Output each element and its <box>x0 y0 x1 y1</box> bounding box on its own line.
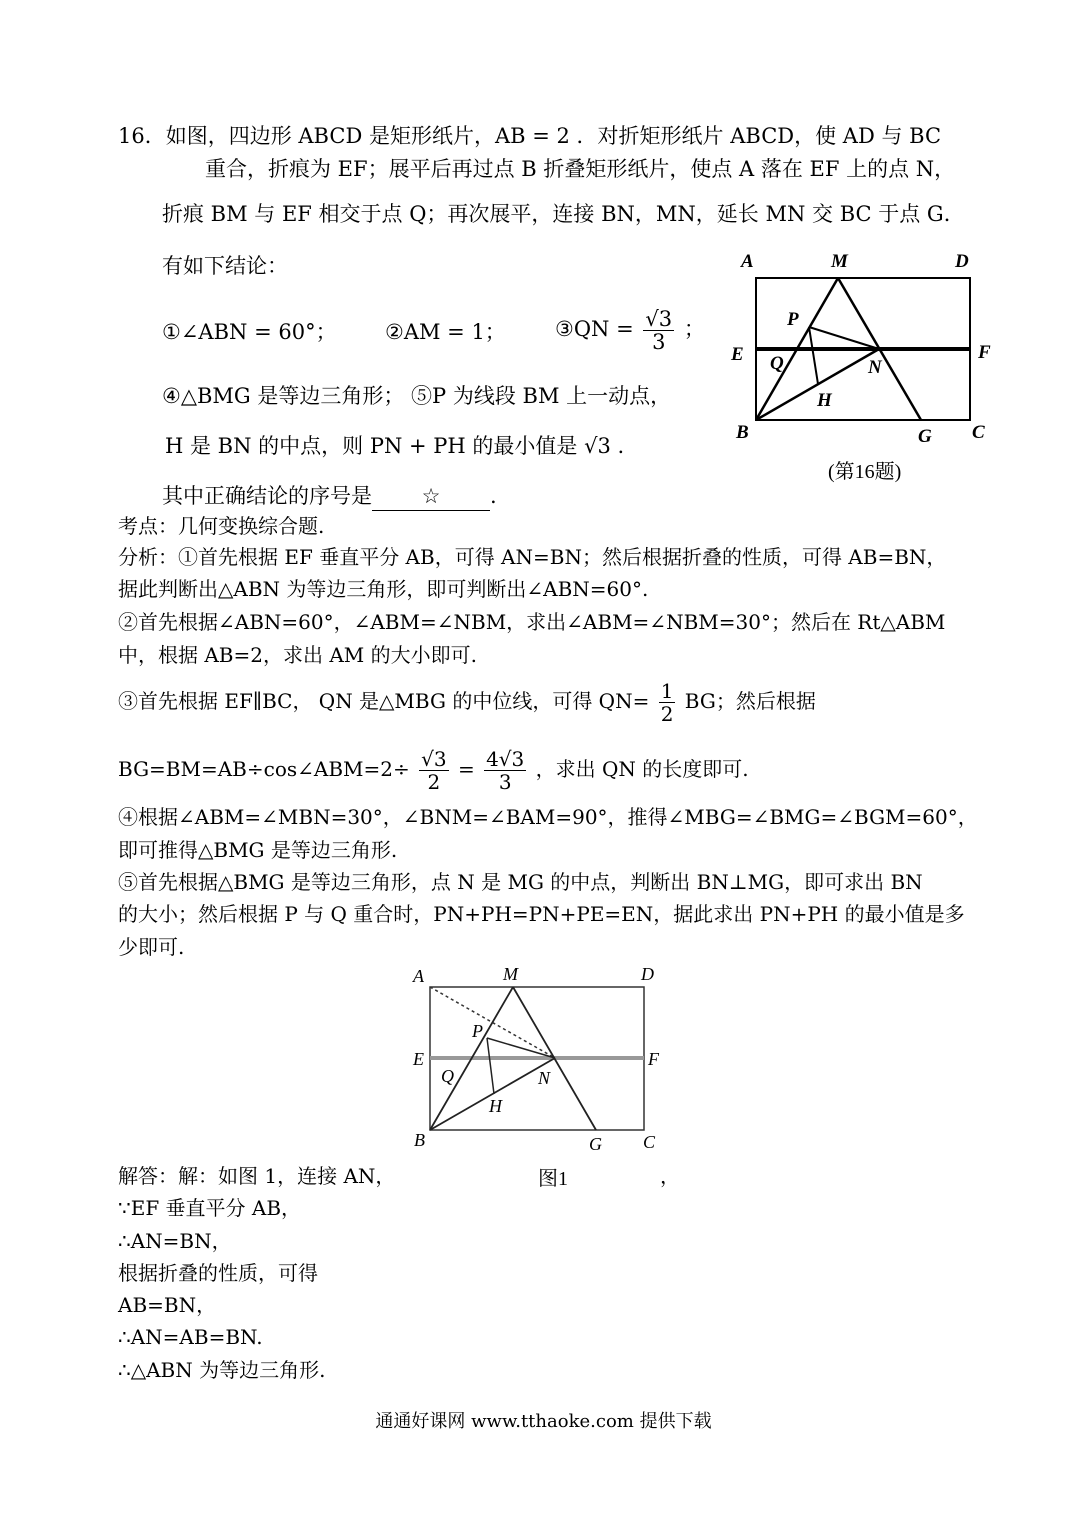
label-d: D <box>641 964 654 984</box>
label-a: A <box>413 966 424 986</box>
label-m: M <box>503 964 518 984</box>
solution-line-7: ∴△ABN 为等边三角形. <box>118 1358 326 1382</box>
fraction-numerator: √3 <box>645 307 673 331</box>
analysis-line-3: ②首先根据∠ABN=60°，∠ABM=∠NBM，求出∠ABM=∠NBM=30°；然后在 Rt△ABM <box>118 610 946 634</box>
conclusion-3 <box>555 308 705 353</box>
answer-line <box>162 482 497 511</box>
analysis-line-5 <box>118 680 816 725</box>
label-g: G <box>918 426 932 445</box>
figure-1-caption: 图1 <box>538 1168 568 1190</box>
conclusion-5: H 是 BN 的中点，则 PN + PH 的最小值是 √3 . <box>165 434 625 458</box>
conclusion-2: ②AM = 1； <box>385 320 506 344</box>
kaodian: 考点：几何变换综合题. <box>118 514 325 538</box>
fraction-numerator: √3 <box>421 747 447 771</box>
label-h: H <box>817 390 832 411</box>
label-c: C <box>643 1132 656 1152</box>
analysis-6-fraction-1 <box>419 748 448 793</box>
analysis-line-6 <box>118 748 749 793</box>
conclusion-4: ④△BMG 是等边三角形； ⑤P 为线段 BM 上一动点， <box>162 384 672 408</box>
analysis-5-suffix: BG；然后根据 <box>684 689 816 713</box>
solution-line-3: ∴AN=BN， <box>118 1229 232 1253</box>
analysis-6-prefix: BG=BM=AB÷cos∠ABM=2÷ <box>118 757 410 781</box>
fraction-numerator: 1 <box>660 679 674 703</box>
label-g: G <box>589 1134 602 1154</box>
label-m: M <box>831 251 848 272</box>
analysis-5-fraction <box>659 680 676 725</box>
label-q: Q <box>441 1066 454 1086</box>
analysis-line-2: 据此判断出△ABN 为等边三角形，即可判断出∠ABN=60°. <box>118 577 649 601</box>
analysis-6-fraction-2 <box>484 748 526 793</box>
problem-line-3: 折痕 BM 与 EF 相交于点 Q；再次展平，连接 BN，MN，延长 MN 交 BC 于点 G． <box>162 202 965 226</box>
analysis-line-10: 的大小；然后根据 P 与 Q 重合时，PN+PH=PN+PE=EN，据此求出 PN+PH 的最小值是多 <box>118 902 965 926</box>
analysis-6-suffix: ，求出 QN 的长度即可. <box>535 757 749 781</box>
figure-16 <box>725 245 1000 445</box>
problem-line-2: 重合，折痕为 EF；展平后再过点 B 折叠矩形纸片，使点 A 落在 EF 上的点 N， <box>205 157 956 181</box>
solution-line-4: 根据折叠的性质，可得 <box>118 1261 318 1285</box>
fraction-denominator: 3 <box>498 770 512 794</box>
label-e: E <box>413 1049 424 1069</box>
label-h: H <box>489 1096 502 1116</box>
analysis-5-prefix: ③首先根据 EF∥BC， QN 是△MBG 的中位线，可得 QN= <box>118 689 650 713</box>
solution-line-2: ∵EF 垂直平分 AB， <box>118 1196 302 1220</box>
analysis-line-1: 分析：①首先根据 EF 垂直平分 AB，可得 AN=BN；然后根据折叠的性质，可得 AB=BN， <box>118 545 947 569</box>
solution-line-6: ∴AN=AB=BN. <box>118 1325 263 1349</box>
fraction-denominator: 2 <box>660 702 674 726</box>
solution-line-1: 解答：解：如图 1，连接 AN， <box>118 1164 396 1188</box>
page-footer: 通通好课网 www.tthaoke.com 提供下载 <box>375 1411 712 1432</box>
analysis-line-8: 即可推得△BMG 是等边三角形. <box>118 838 398 862</box>
label-f: F <box>648 1049 659 1069</box>
problem-line-1: 16．如图，四边形 ABCD 是矩形纸片，AB = 2 ．对折矩形纸片 ABCD，使 AD 与 BC <box>118 124 942 148</box>
label-p: P <box>787 309 799 330</box>
analysis-6-equals: = <box>457 757 475 781</box>
answer-blank: ☆ <box>372 482 490 511</box>
conclusion-3-suffix: ； <box>683 317 705 341</box>
analysis-line-4: 中，根据 AB=2，求出 AM 的大小即可. <box>118 643 477 667</box>
label-f: F <box>978 342 991 363</box>
label-a: A <box>741 251 754 272</box>
conclusion-3-fraction <box>643 308 674 353</box>
problem-line-4: 有如下结论： <box>162 254 288 278</box>
label-c: C <box>972 422 985 443</box>
analysis-line-11: 少即可. <box>118 935 185 959</box>
analysis-line-9: ⑤首先根据△BMG 是等边三角形，点 N 是 MG 的中点，判断出 BN⊥MG，即可求出 BN <box>118 870 923 894</box>
solution-line-1-comma: ， <box>660 1164 680 1188</box>
label-b: B <box>414 1130 425 1150</box>
label-b: B <box>736 422 749 443</box>
fraction-numerator: 4√3 <box>486 747 525 771</box>
analysis-line-7: ④根据∠ABM=∠MBN=30°，∠BNM=∠BAM=90°，推得∠MBG=∠BMG=∠BGM=60°， <box>118 805 978 829</box>
figure-16-caption: (第16题) <box>828 461 902 483</box>
segment-ph <box>809 327 818 384</box>
figure-1 <box>405 960 670 1155</box>
solution-line-5: AB=BN， <box>118 1293 217 1317</box>
fraction-denominator: 2 <box>427 770 441 794</box>
label-d: D <box>955 251 969 272</box>
label-p: P <box>472 1021 483 1041</box>
label-e: E <box>731 344 744 365</box>
label-n: N <box>868 357 882 378</box>
fraction-denominator: 3 <box>652 330 666 354</box>
conclusion-1: ①∠ABN = 60°； <box>162 320 337 344</box>
segment-ph <box>487 1038 494 1094</box>
answer-suffix: . <box>490 484 497 508</box>
answer-prefix: 其中正确结论的序号是 <box>162 484 372 508</box>
label-q: Q <box>770 353 784 374</box>
label-n: N <box>538 1068 551 1088</box>
conclusion-3-prefix: ③QN = <box>555 317 634 341</box>
